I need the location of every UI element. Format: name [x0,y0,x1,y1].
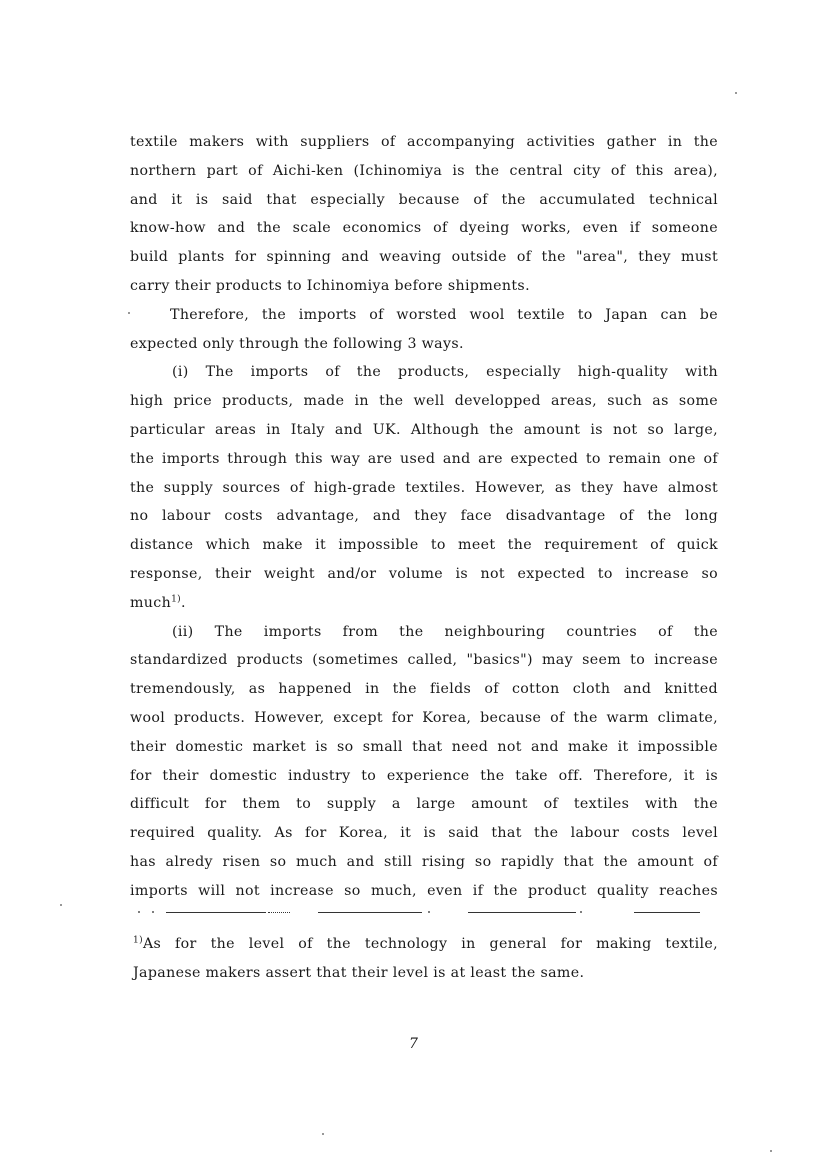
text-line: know-how and the scale economics of dyeing works, even if someone [130,220,718,237]
text-line-part: much [130,594,172,611]
separator-dot [152,911,154,913]
text-line: the imports through this way are used and are expected to remain one of [130,450,718,467]
text-line: and it is said that especially because of the accumulated technical [130,191,718,208]
footnote-line: Japanese makers assert that their level is at least the same. [133,964,585,981]
footnote-line [133,930,718,959]
separator-dash [166,912,266,913]
body-text [130,128,718,906]
text-line: (ii) The imports from the neighbouring countries of the [172,623,718,640]
footnote-reference: 1) [171,594,182,605]
footnote-text: As for the level of the technology in general for making textile, [142,936,718,952]
text-line: Therefore, the imports of worsted wool textile to Japan can be [170,306,718,323]
text-line: distance which make it impossible to meet the requirement of quick [130,537,718,554]
separator-dot [428,911,430,913]
text-line: expected only through the following 3 ways. [130,335,464,352]
separator-dot [580,911,582,913]
text-line: tremendously, as happened in the fields of cotton cloth and knitted [130,681,718,698]
footnote [133,930,718,988]
scan-speck [770,1150,772,1152]
scan-speck [735,92,737,94]
text-line: difficult for them to supply a large amount of textiles with the [130,796,718,813]
text-line: (i) The imports of the products, especially high-quality with [172,364,718,381]
text-line: wool products. However, except for Korea, because of the warm climate, [130,709,718,726]
footnote-marker: 1) [133,935,143,946]
text-line: response, their weight and/or volume is not expected to increase so [130,565,718,582]
separator-dash [318,912,422,913]
footnote-separator [138,912,700,916]
scan-speck [322,1133,324,1135]
text-line: particular areas in Italy and UK. Although the amount is not so large, [130,421,718,438]
text-line: for their domestic industry to experience the take off. Therefore, it is [130,767,718,784]
separator-dash [468,912,576,913]
text-line: the supply sources of high-grade textiles. However, as they have almost [130,479,718,496]
text-line: build plants for spinning and weaving outside of the "area", they must [130,249,718,266]
text-line [130,589,718,618]
text-line: northern part of Aichi-ken (Ichinomiya is the central city of this area), [130,162,718,179]
text-line: carry their products to Ichinomiya before shipments. [130,277,530,294]
text-line: imports will not increase so much, even if the product quality reaches [130,882,718,899]
text-line: has alredy risen so much and still rising so rapidly that the amount of [130,853,718,870]
text-line: standardized products (sometimes called, "basics") may seem to increase [130,652,718,669]
text-line: high price products, made in the well developped areas, such as some [130,393,718,410]
scan-speck [128,312,130,314]
scan-speck [60,904,62,906]
page-number: 7 [409,1036,418,1052]
sentence-end: . [181,594,186,611]
separator-dot [138,911,140,913]
text-line: textile makers with suppliers of accompanying activities gather in the [130,134,718,150]
text-line: required quality. As for Korea, it is said that the labour costs level [130,825,718,842]
text-line: their domestic market is so small that need not and make it impossible [130,738,718,755]
text-line: no labour costs advantage, and they face disadvantage of the long [130,508,718,525]
separator-dash [634,912,700,913]
separator-dash [268,912,290,913]
